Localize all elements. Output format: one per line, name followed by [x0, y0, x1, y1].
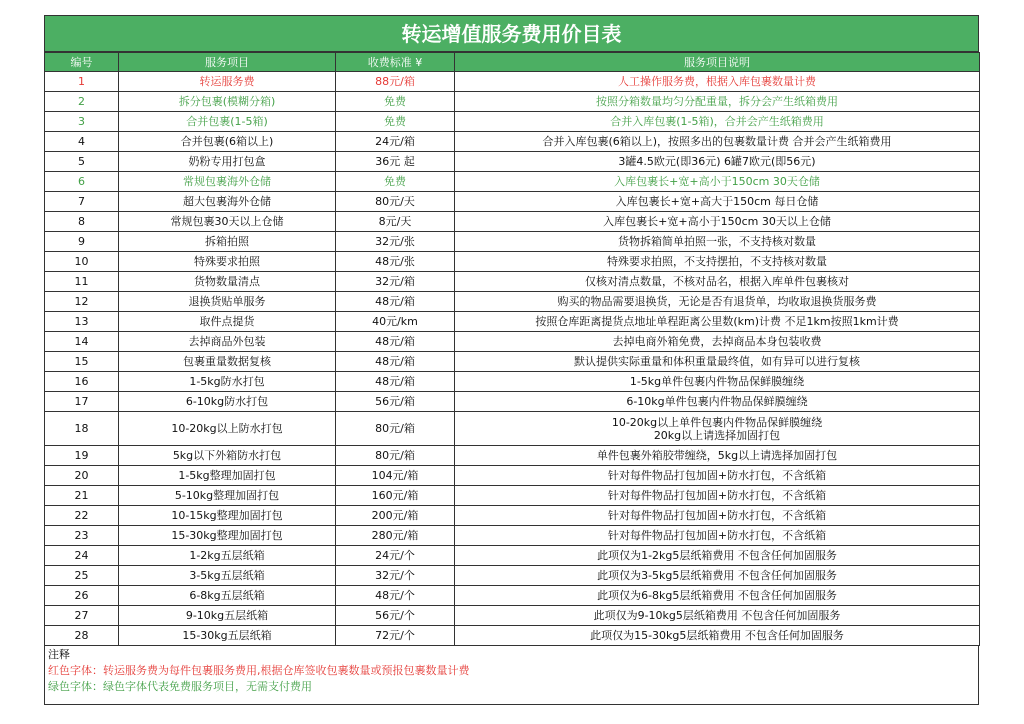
- table-row: [45, 506, 980, 526]
- desc-line: 此项仅为3-5kg5层纸箱费用 不包含任何加固服务: [597, 569, 837, 582]
- cell-no: 25: [45, 566, 119, 586]
- cell-desc: [455, 272, 980, 292]
- table-row: [45, 292, 980, 312]
- cell-item: 常规包裹海外仓储: [119, 172, 336, 192]
- header-row: [45, 53, 980, 72]
- notes-green: 绿色字体：绿色字体代表免费服务项目，无需支付费用: [48, 680, 312, 693]
- desc-line: 特殊要求拍照，不支持摆拍，不支持核对数量: [607, 255, 827, 268]
- desc-line: 入库包裹长+宽+高大于150cm 每日仓储: [615, 195, 819, 208]
- cell-desc: [455, 252, 980, 272]
- desc-line: 合并入库包裹(1-5箱)，合并会产生纸箱费用: [610, 115, 824, 128]
- cell-desc: [455, 486, 980, 506]
- cell-desc: [455, 446, 980, 466]
- cell-no: 22: [45, 506, 119, 526]
- desc-line: 默认提供实际重量和体积重量最终值，如有异可以进行复核: [574, 355, 860, 368]
- sheet-title: 转运增值服务费用价目表: [44, 15, 979, 52]
- cell-desc: [455, 526, 980, 546]
- header-no: 编号: [45, 53, 119, 72]
- desc-line: 此项仅为6-8kg5层纸箱费用 不包含任何加固服务: [597, 589, 837, 602]
- desc-line: 此项仅为9-10kg5层纸箱费用 不包含任何加固服务: [593, 609, 841, 622]
- cell-item: 5kg以下外箱防水打包: [119, 446, 336, 466]
- cell-item: 常规包裹30天以上仓储: [119, 212, 336, 232]
- cell-item: 拆箱拍照: [119, 232, 336, 252]
- cell-no: 1: [45, 72, 119, 92]
- cell-no: 26: [45, 586, 119, 606]
- cell-desc: [455, 132, 980, 152]
- cell-no: 23: [45, 526, 119, 546]
- cell-no: 28: [45, 626, 119, 646]
- table-row: [45, 446, 980, 466]
- cell-no: 17: [45, 392, 119, 412]
- cell-desc: [455, 586, 980, 606]
- cell-price: 104元/箱: [336, 466, 455, 486]
- cell-no: 6: [45, 172, 119, 192]
- cell-desc: [455, 466, 980, 486]
- table-row: [45, 192, 980, 212]
- cell-no: 19: [45, 446, 119, 466]
- cell-item: 1-5kg防水打包: [119, 372, 336, 392]
- cell-item: 9-10kg五层纸箱: [119, 606, 336, 626]
- cell-price: 280元/箱: [336, 526, 455, 546]
- table-row: [45, 372, 980, 392]
- notes-heading: 注释: [48, 648, 70, 661]
- cell-desc: [455, 292, 980, 312]
- cell-no: 11: [45, 272, 119, 292]
- desc-line: 20kg以上请选择加固打包: [653, 428, 781, 442]
- cell-no: 16: [45, 372, 119, 392]
- cell-price: 免费: [336, 172, 455, 192]
- table-row: [45, 132, 980, 152]
- desc-line: 入库包裹长+宽+高小于150cm 30天以上仓储: [603, 215, 831, 228]
- cell-price: 48元/箱: [336, 332, 455, 352]
- table-row: [45, 606, 980, 626]
- cell-item: 特殊要求拍照: [119, 252, 336, 272]
- desc-line: 3罐4.5欧元(即36元) 6罐7欧元(即56元): [618, 155, 816, 168]
- table-row: [45, 412, 980, 446]
- cell-item: 退换货贴单服务: [119, 292, 336, 312]
- desc-line: 购买的物品需要退换货，无论是否有退货单，均收取退换货服务费: [557, 295, 877, 308]
- cell-item: 取件点提货: [119, 312, 336, 332]
- header-desc: 服务项目说明: [455, 53, 980, 72]
- cell-item: 拆分包裹(模糊分箱): [119, 92, 336, 112]
- desc-line: 仅核对清点数量，不核对品名，根据入库单件包裹核对: [585, 275, 849, 288]
- table-row: [45, 152, 980, 172]
- table-row: [45, 526, 980, 546]
- desc-line: 此项仅为1-2kg5层纸箱费用 不包含任何加固服务: [597, 549, 837, 562]
- table-row: [45, 112, 980, 132]
- cell-item: 5-10kg整理加固打包: [119, 486, 336, 506]
- table-row: [45, 566, 980, 586]
- desc-line: 6-10kg单件包裹内件物品保鲜膜缠绕: [626, 395, 808, 408]
- cell-item: 1-5kg整理加固打包: [119, 466, 336, 486]
- table-row: [45, 392, 980, 412]
- desc-line: 按照仓库距离提货点地址单程距离公里数(km)计费 不足1km按照1km计费: [535, 315, 899, 328]
- table-row: [45, 486, 980, 506]
- cell-desc: [455, 112, 980, 132]
- cell-no: 5: [45, 152, 119, 172]
- cell-desc: [455, 72, 980, 92]
- cell-no: 8: [45, 212, 119, 232]
- desc-line: 货物拆箱简单拍照一张，不支持核对数量: [618, 235, 816, 248]
- cell-price: 80元/箱: [336, 412, 455, 446]
- cell-item: 3-5kg五层纸箱: [119, 566, 336, 586]
- cell-item: 奶粉专用打包盒: [119, 152, 336, 172]
- cell-desc: [455, 232, 980, 252]
- table-row: [45, 546, 980, 566]
- cell-no: 3: [45, 112, 119, 132]
- cell-price: 8元/天: [336, 212, 455, 232]
- cell-desc: [455, 372, 980, 392]
- cell-price: 40元/km: [336, 312, 455, 332]
- table-row: [45, 332, 980, 352]
- cell-price: 24元/箱: [336, 132, 455, 152]
- desc-line: 针对每件物品打包加固+防水打包，不含纸箱: [607, 489, 827, 502]
- cell-no: 13: [45, 312, 119, 332]
- cell-price: 24元/个: [336, 546, 455, 566]
- cell-item: 1-2kg五层纸箱: [119, 546, 336, 566]
- desc-line: 针对每件物品打包加固+防水打包，不含纸箱: [607, 529, 827, 542]
- table-row: [45, 272, 980, 292]
- desc-line: 去掉电商外箱免费，去掉商品本身包装收费: [612, 335, 822, 348]
- cell-price: 56元/个: [336, 606, 455, 626]
- cell-no: 9: [45, 232, 119, 252]
- table-row: [45, 72, 980, 92]
- cell-price: 32元/张: [336, 232, 455, 252]
- cell-price: 56元/箱: [336, 392, 455, 412]
- cell-item: 超大包裹海外仓储: [119, 192, 336, 212]
- header-price: 收费标准 ¥: [336, 53, 455, 72]
- cell-item: 10-20kg以上防水打包: [119, 412, 336, 446]
- cell-desc: [455, 412, 980, 446]
- desc-line: 10-20kg以上单件包裹内件物品保鲜膜缠绕: [611, 415, 823, 429]
- table-row: [45, 172, 980, 192]
- notes-red: 红色字体：转运服务费为每件包裹服务费用,根据仓库签收包裹数量或预报包裹数量计费: [48, 664, 470, 677]
- cell-no: 15: [45, 352, 119, 372]
- cell-no: 12: [45, 292, 119, 312]
- cell-desc: [455, 506, 980, 526]
- cell-desc: [455, 312, 980, 332]
- price-table: [44, 52, 980, 646]
- cell-desc: [455, 606, 980, 626]
- cell-price: 免费: [336, 92, 455, 112]
- cell-item: 15-30kg整理加固打包: [119, 526, 336, 546]
- cell-item: 合并包裹(6箱以上): [119, 132, 336, 152]
- cell-desc: [455, 192, 980, 212]
- cell-no: 21: [45, 486, 119, 506]
- cell-desc: [455, 152, 980, 172]
- price-sheet: [44, 15, 979, 705]
- desc-line: 此项仅为15-30kg5层纸箱费用 不包含任何加固服务: [590, 629, 844, 642]
- desc-line: 针对每件物品打包加固+防水打包，不含纸箱: [607, 469, 827, 482]
- desc-line: 合并入库包裹(6箱以上)，按照多出的包裹数量计费 合并会产生纸箱费用: [542, 135, 892, 148]
- desc-line: 按照分箱数量均匀分配重量，拆分会产生纸箱费用: [596, 95, 838, 108]
- cell-price: 免费: [336, 112, 455, 132]
- notes-section: [44, 646, 979, 705]
- cell-item: 6-8kg五层纸箱: [119, 586, 336, 606]
- cell-price: 48元/张: [336, 252, 455, 272]
- cell-price: 32元/个: [336, 566, 455, 586]
- cell-no: 7: [45, 192, 119, 212]
- table-row: [45, 586, 980, 606]
- desc-line: 针对每件物品打包加固+防水打包，不含纸箱: [607, 509, 827, 522]
- cell-item: 货物数量清点: [119, 272, 336, 292]
- table-row: [45, 312, 980, 332]
- cell-no: 20: [45, 466, 119, 486]
- cell-price: 72元/个: [336, 626, 455, 646]
- cell-desc: [455, 212, 980, 232]
- table-row: [45, 232, 980, 252]
- cell-no: 4: [45, 132, 119, 152]
- cell-item: 转运服务费: [119, 72, 336, 92]
- cell-desc: [455, 352, 980, 372]
- cell-item: 去掉商品外包装: [119, 332, 336, 352]
- table-row: [45, 92, 980, 112]
- cell-desc: [455, 92, 980, 112]
- cell-price: 48元/箱: [336, 372, 455, 392]
- desc-line: 单件包裹外箱胶带缠绕，5kg以上请选择加固打包: [596, 449, 838, 462]
- cell-item: 15-30kg五层纸箱: [119, 626, 336, 646]
- cell-no: 10: [45, 252, 119, 272]
- cell-no: 2: [45, 92, 119, 112]
- desc-line: 入库包裹长+宽+高小于150cm 30天仓储: [614, 175, 820, 188]
- cell-no: 24: [45, 546, 119, 566]
- cell-item: 10-15kg整理加固打包: [119, 506, 336, 526]
- cell-price: 32元/箱: [336, 272, 455, 292]
- cell-desc: [455, 566, 980, 586]
- cell-item: 合并包裹(1-5箱): [119, 112, 336, 132]
- cell-no: 27: [45, 606, 119, 626]
- table-row: [45, 212, 980, 232]
- cell-desc: [455, 392, 980, 412]
- cell-no: 14: [45, 332, 119, 352]
- cell-price: 88元/箱: [336, 72, 455, 92]
- cell-item: 包裹重量数据复核: [119, 352, 336, 372]
- cell-desc: [455, 172, 980, 192]
- cell-no: 18: [45, 412, 119, 446]
- cell-item: 6-10kg防水打包: [119, 392, 336, 412]
- desc-line: 1-5kg单件包裹内件物品保鲜膜缠绕: [629, 375, 805, 388]
- table-row: [45, 252, 980, 272]
- table-row: [45, 466, 980, 486]
- table-row: [45, 352, 980, 372]
- cell-price: 200元/箱: [336, 506, 455, 526]
- cell-price: 80元/天: [336, 192, 455, 212]
- cell-price: 48元/箱: [336, 352, 455, 372]
- cell-desc: [455, 626, 980, 646]
- desc-line: 人工操作服务费，根据入库包裹数量计费: [618, 75, 816, 88]
- cell-price: 48元/个: [336, 586, 455, 606]
- header-item: 服务项目: [119, 53, 336, 72]
- table-row: [45, 626, 980, 646]
- cell-desc: [455, 546, 980, 566]
- cell-price: 36元 起: [336, 152, 455, 172]
- cell-price: 160元/箱: [336, 486, 455, 506]
- cell-desc: [455, 332, 980, 352]
- cell-price: 48元/箱: [336, 292, 455, 312]
- cell-price: 80元/箱: [336, 446, 455, 466]
